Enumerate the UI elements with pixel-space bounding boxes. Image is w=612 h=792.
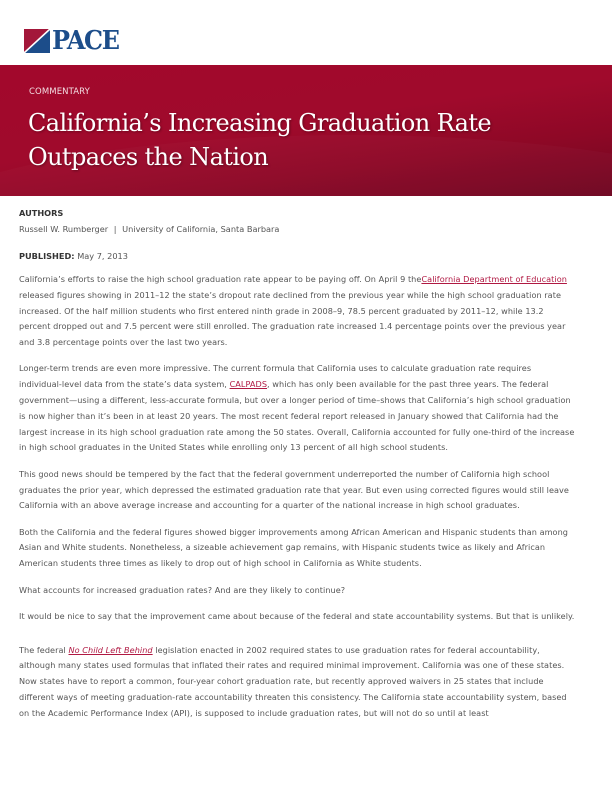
article-body xyxy=(19,272,575,732)
author-separator: | xyxy=(113,224,117,234)
pace-logo-text: PACE xyxy=(52,26,119,56)
paragraph-1-text-b: released figures showing in 2011–12 the state’s dropout rate declined from the previous year while the high school graduation rate increased. Of the half million students who first entered ninth grade in 2008–9, 78.5 percent graduated by 2011–12, while 13.2 percent dropped out and 7.5 percent were still enrolled. The graduation rate increased 1.4 percentage points over the previous year and 3.8 percentage points over the last two years. xyxy=(19,289,566,348)
pace-logo-mark-icon xyxy=(24,29,50,53)
paragraph-7-text-a: The federal xyxy=(19,644,69,655)
paragraph-7-text-b: legislation enacted in 2002 required states to use graduation rates for federal accountability, although many states used formulas that inflated their rates and required minimal improvement. California was one of these states. Now states have to report a common, four-year cohort graduation rate, but recently approved waivers in 25 states that include different ways of meeting graduation-rate accountability threaten this consistency. The California state accountability system, based on the Academic Performance Index (API), is supposed to include graduation rates, but will not do so until at least xyxy=(19,644,567,718)
category-label: COMMENTARY xyxy=(29,87,90,97)
cde-link[interactable]: California Department of Education xyxy=(421,274,567,284)
paragraph-2-text-b: , which has only been available for the past three years. The federal government—using a different, less-accurate formula, but over a longer period of time–shows that California’s high school graduation is now higher than it’s been in at least 20 years. The most recent federal report released in January showed that California had the largest increase in its high school graduation rate among the 50 states. Overall, California accounted for fully one-third of the increase in high school graduates in the United States while enrolling only 13 percent of all high school students. xyxy=(19,379,575,453)
paragraph-7 xyxy=(19,643,575,722)
paragraph-1 xyxy=(19,272,575,351)
author-affiliation: University of California, Santa Barbara xyxy=(122,224,280,234)
authors-label: AUTHORS xyxy=(19,208,64,218)
paragraph-1-text-a: California’s efforts to raise the high school graduation rate appear to be paying off. On April 9 the xyxy=(19,274,422,284)
page-title xyxy=(28,106,588,174)
paragraph-4: Both the California and the federal figures showed bigger improvements among African American and Hispanic students than among Asian and White students. Nonetheless, a sizeable achievement gap remains, with Hispanic students twice as likely and African American students three times as likely to drop out of high school in California as White students. xyxy=(19,526,568,569)
published-line xyxy=(19,251,128,261)
title-line-2: Outpaces the Nation xyxy=(28,143,269,171)
author-line xyxy=(19,224,279,234)
paragraph-3: This good news should be tempered by the fact that the federal government underreported the number of California high school graduates the prior year, which depressed the estimated graduation rate that year. But even using corrected figures would still leave California with an above average increase and accounting for a quarter of the national increase in high school graduates. xyxy=(19,468,569,511)
pace-logo[interactable] xyxy=(24,28,124,54)
paragraph-2 xyxy=(19,361,575,456)
author-name: Russell W. Rumberger xyxy=(19,224,109,234)
nclb-link[interactable]: No Child Left Behind xyxy=(68,644,153,655)
paragraph-2-text-a: Longer-term trends are even more impressive. The current formula that California uses to calculate graduation rate requires individual-level data from the state’s data system, xyxy=(19,363,532,390)
published-date: May 7, 2013 xyxy=(77,251,128,261)
title-line-1: California’s Increasing Graduation Rate xyxy=(28,109,491,137)
paragraph-6: It would be nice to say that the improvement came about because of the federal and state accountability systems. But that is unlikely. xyxy=(19,610,575,621)
paragraph-5: What accounts for increased graduation rates? And are they likely to continue? xyxy=(19,584,346,595)
published-label: PUBLISHED: xyxy=(19,251,75,261)
calpads-link[interactable]: CALPADS xyxy=(229,379,268,390)
